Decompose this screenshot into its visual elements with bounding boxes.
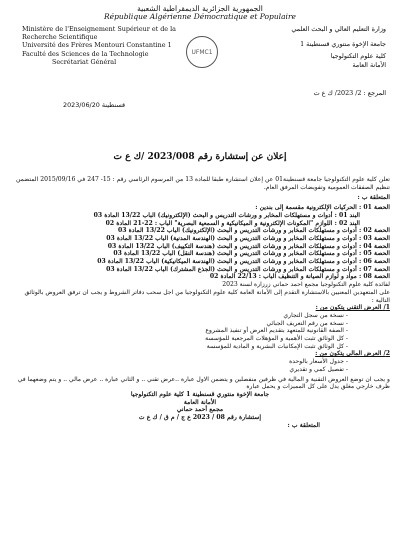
university-ar: جامعة الإخوة منتوري قسنطينة 1 bbox=[300, 40, 386, 49]
tech-item-2: - نسخة من رقم التعريف الجبائي bbox=[266, 319, 348, 327]
tech-item-5: - كل الوثائق تثبت الإمكانيات البشرية و المادية للمؤسسة bbox=[206, 342, 348, 350]
footer-line-2: الأمانة العامة bbox=[183, 398, 217, 406]
header-french-block bbox=[22, 25, 197, 66]
ministry-fr-line1: Ministère de l'Enseignement Supérieur et de la bbox=[22, 25, 176, 33]
lots-note: لفائدة كلية علوم التكنولوجيا مجمع احمد حماني زرزارة لسنة 2023 bbox=[222, 281, 390, 289]
secretariat-fr: Secrétariat Général bbox=[52, 57, 117, 66]
faculty-ar: كلية علوم التكنولوجيا bbox=[330, 52, 386, 61]
invitation-paragraph: على المتعهدين المعنيين بالاستشارة التقدم إلى الأمانة العامة كلية علوم التكنولوجيا من اجل سحب دفاتر الشروط و يجب ان ترفق العروض بالوثائق التالية : bbox=[24, 288, 390, 304]
republic-title-ar: الجمهورية الجزائرية الديمقراطية الشعبية bbox=[137, 4, 263, 13]
financial-offer-heading: 2/ العرض المالي يتكون من : bbox=[315, 350, 390, 358]
lot-06: الحصة 06 : أدوات و مستهلكات المخابر و ورشات التدريس و البحث (الهندسة الميكانيكية) الباب 13/22 المادة 03 bbox=[97, 258, 390, 266]
lot-07: الحصة 07 : أدوات و مستهلكات المخابر و ورشات التدريس و البحث (الجذع المشترك) الباب 13/22 المادة 03 bbox=[106, 265, 390, 273]
fin-item-1: - جدول الأسعار بالوحدة bbox=[289, 358, 348, 366]
footer-line-1: جامعة الإخوة منتوري قسنطينة 1 كلية علوم التكنولوجيا bbox=[130, 390, 270, 398]
secretariat-ar: الأمانة العامة bbox=[352, 60, 386, 69]
tech-item-1: - نسخة من سجل التجاري bbox=[283, 311, 348, 319]
announcement-body bbox=[10, 176, 390, 430]
lot-01-line: الحصة 01 : الحركيات الإلكترونية مقسمة إلى بندين : bbox=[255, 204, 390, 212]
footer-line-3: مجمع أحمد حماني bbox=[176, 406, 224, 414]
header-arabic-block bbox=[216, 25, 386, 69]
faculty-fr: Faculté des Sciences de la Technologie bbox=[22, 49, 149, 58]
tech-item-3: - الصفة القانونية للمتعهد بتقديم العرض أو تنفيذ المشروع bbox=[205, 327, 348, 335]
ministry-fr-line2: Recherche Scientifique bbox=[22, 33, 98, 42]
fin-item-2: - تفصيل كمي و تقديري bbox=[289, 365, 348, 373]
logo-text: UFMC1 bbox=[191, 48, 213, 56]
tech-item-4: - كل الوثائق تثبت الأهمية و المؤهلات المرجعية للمؤسسة bbox=[205, 335, 348, 343]
announcement-title: إعلان عن إستشارة رقم 2023/008 /ك ع ت bbox=[113, 152, 287, 162]
lot-01-item-2: البند 02 : اللوازم "المكونات الإلكترونية و الميكانيكية و السمعية البصرية" الباب : 22-21 المادة 02 bbox=[105, 219, 360, 227]
closing-paragraph: و يجب ان توضع العروض التقنية و المالية في ظرفين منفصلين و يتضمن الاول عبارة ..عرض تقني .. و الثاني عبارة .. عرض مالي .. و يتم وضعهما في ظرف خارجي مغلق يدل على كل المميزات و يحمل عبارة bbox=[17, 375, 390, 391]
lot-04: الحصة 04 : أدوات و مستهلكات المخابر و ورشات التدريس و البحث (هندسة التكييف) الباب 13/22 المادة 03 bbox=[107, 242, 390, 250]
footer-line-4: إستشارة رقم 08 / 2023 ع ج / م ق / ك ع ت bbox=[138, 414, 262, 422]
addressee-line: المتعلقة ب : bbox=[357, 194, 390, 202]
lot-01-item-1: البند 01 : أدوات و مستهلكات المخابر و ورشات التدريس و البحث (الإلكترونيك) الباب 13/22 المادة 03 bbox=[93, 211, 360, 219]
footer-line-5: المتعلقة ب : bbox=[287, 421, 320, 429]
university-logo bbox=[186, 36, 218, 68]
ministry-ar: وزارة التعليم العالي و البحث العلمي bbox=[291, 25, 386, 33]
intro-paragraph: تعلن كلية علوم التكنولوجيا جامعة قسنطينة01 عن إعلان استشارة طبقا للمادة 13 من المرسوم الرئاسي رقم : 15- 247 في 2015/09/16 المتضمن تنظيم الصفقات العمومية وتفويضات المرفق العام. bbox=[15, 176, 390, 191]
lot-05: الحصة 05 : أدوات و مستهلكات المخابر و ورشات التدريس و البحث (هندسة النقل) الباب 13/22 المادة 03 bbox=[113, 250, 390, 258]
republic-title-fr: République Algérienne Démocratique et Populaire bbox=[104, 12, 296, 21]
lot-03: الحصة 03 : أدوات و مستهلكات المخابر و ورشات التدريس و البحث (الهندسة المدنية) الباب 13/22 المادة 03 bbox=[106, 234, 390, 242]
lot-02: الحصة 02 : أدوات و مستهلكات المخابر و ورشات التدريس و البحث (الإلكترونيك) الباب 13/22 المادة 03 bbox=[118, 227, 390, 235]
lot-08: الحصة 08 : مواد و لوازم الصيانة و التنظيف الباب : 22/13 المادة 02 bbox=[209, 273, 390, 281]
technical-offer-heading: 1/ العرض التقني يتكون من : bbox=[315, 304, 390, 312]
university-fr: Université des Frères Mentouri Constantine 1 bbox=[22, 41, 172, 50]
reference-number: المرجع : 2/ 2023/ ك ع ت bbox=[313, 89, 386, 97]
document-date: قسنطينة 2023/06/20 bbox=[63, 101, 126, 109]
